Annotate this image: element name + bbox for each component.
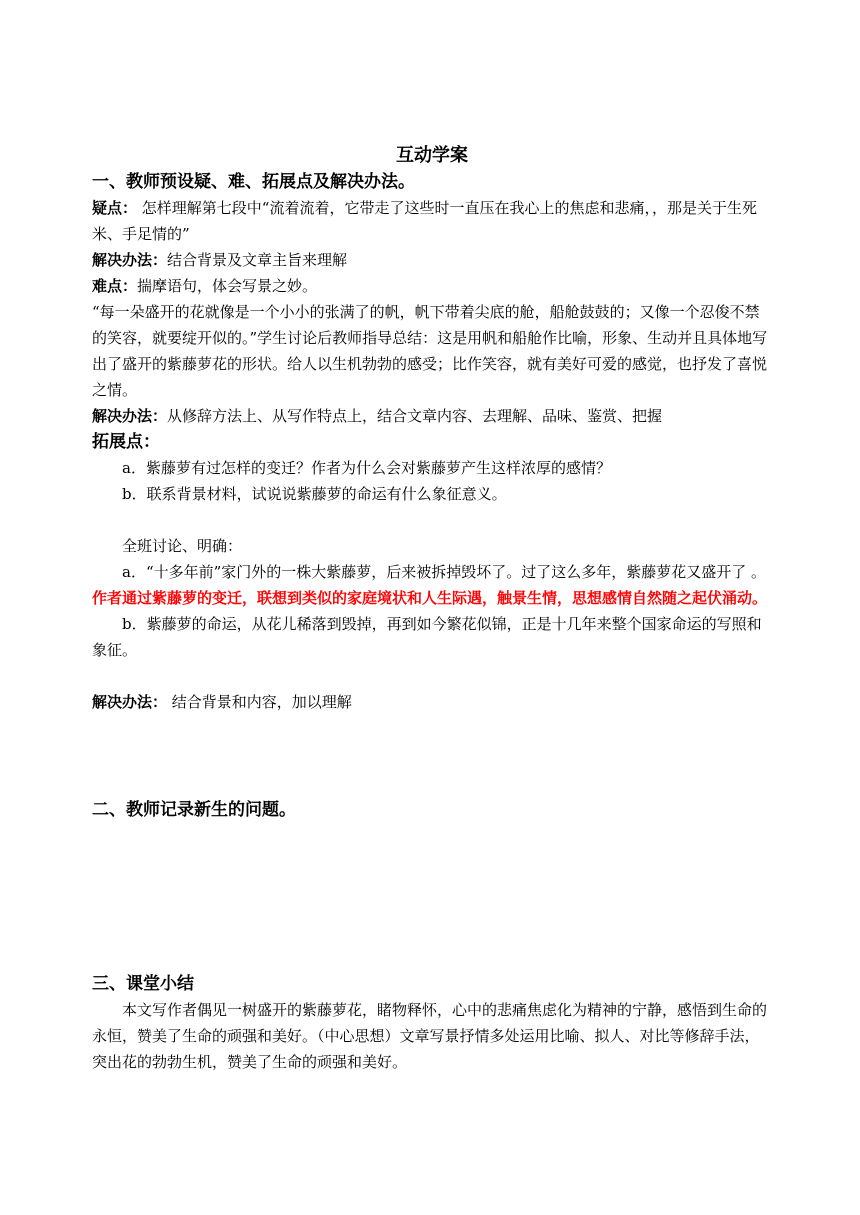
quote-paragraph: “每一朵盛开的花就像是一个小小的张满了的帆，帆下带着尖底的舱，船舱鼓鼓的；又像一个忍俊不禁的笑容，就要绽开似的。”学生讨论后教师指导总结：这是用帆和船舱作比喻，形象、生动并且具体地写出了盛开的紫藤萝花的形状。给人以生机勃勃的感受；比作笑容，就有美好可爱的感觉，也抒发了喜悦之情。: [92, 303, 768, 399]
section2-heading: 二、教师记录新生的问题。: [92, 800, 296, 820]
solution1-label: 解决办法：: [92, 251, 168, 269]
doubt-label: 疑点：: [92, 199, 138, 217]
answer-a-highlight: 作者通过紫藤萝的变迁，联想到类似的家庭境状和人生际遇，触景生情，思想感情自然随之起伏涌动。: [92, 589, 768, 607]
solution2-paragraph: [92, 403, 772, 429]
solution2-label: 解决办法：: [92, 407, 168, 425]
difficulty-label: 难点：: [92, 277, 138, 295]
extension-item-b: b．联系背景材料，试说说紫藤萝的命运有什么象征意义。: [122, 485, 507, 503]
extension-item-a: a．紫藤萝有过怎样的变迁？作者为什么会对紫藤萝产生这样浓厚的感情？: [122, 459, 611, 477]
solution3-paragraph: [92, 689, 772, 715]
solution3-text: 结合背景和内容，加以理解: [167, 693, 352, 711]
solution3-label: 解决办法：: [92, 693, 168, 711]
spacer: [92, 715, 772, 797]
spacer: [92, 823, 772, 971]
doubt-text: 怎样理解第七段中“流着流着，它带走了这些时一直压在我心上的焦虑和悲痛，，那是关于生死米、手足情的”: [92, 199, 757, 243]
discussion-label: 全班讨论、明确：: [122, 537, 243, 555]
difficulty-paragraph: [92, 273, 772, 299]
document-page: [92, 143, 772, 1075]
extension-label: 拓展点：: [92, 432, 160, 452]
spacer: [92, 663, 772, 689]
answer-a-paragraph: [92, 559, 772, 611]
doubt-paragraph: [92, 195, 772, 247]
answer-b-paragraph: b．紫藤萝的命运，从花儿稀落到毁掉，再到如今繁花似锦，正是十几年来整个国家命运的写照和象征。: [92, 615, 762, 659]
answer-a-plain: a．“十多年前”家门外的一株大紫藤萝，后来被拆掉毁坏了。过了这么多年，紫藤萝花又盛开了 。: [122, 563, 767, 581]
section1-heading: 一、教师预设疑、难、拓展点及解决办法。: [92, 172, 415, 192]
difficulty-text: 揣摩语句，体会写景之妙。: [137, 277, 318, 295]
solution2-text: 从修辞方法上、从写作特点上，结合文章内容、去理解、品味、鉴赏、把握: [167, 407, 663, 425]
summary-paragraph: 本文写作者偶见一树盛开的紫藤萝花，睹物释怀，心中的悲痛焦虑化为精神的宁静，感悟到生命的永恒，赞美了生命的顽强和美好。（中心思想）文章写景抒情多处运用比喻、拟人、对比等修辞手法，突出花的勃勃生机，赞美了生命的顽强和美好。: [92, 1001, 768, 1071]
solution1-text: 结合背景及文章主旨来理解: [167, 251, 348, 269]
page-title: 互动学案: [396, 145, 468, 166]
section3-heading: 三、课堂小结: [92, 974, 194, 994]
spacer: [92, 507, 772, 533]
solution1-paragraph: [92, 247, 772, 273]
